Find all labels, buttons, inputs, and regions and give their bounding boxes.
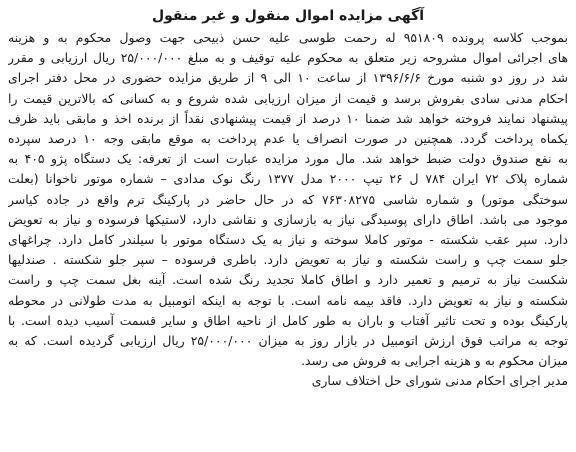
notice-line: سوختگی موتور) و شماره شاسی ۷۶۳۰۸۲۷۵ که در حال حاضر در پارکینگ ترم واقع در جاده کیاسر bbox=[8, 191, 568, 207]
notice-line: بموجب کلاسه پرونده ۹۵۱۸۰۹ له رحمت طوسی علیه حسن ذبیحی جهت وصول محکوم به و هزینه bbox=[8, 30, 568, 45]
notice-line: موجود می باشد. اطاق دارای پوسیدگی نیاز به بازسازی و نقاشی دارد، لاستیکها فرسوده و نیاز به تعویض bbox=[8, 211, 568, 227]
notice-line: های اجرائی اموال مشروحه زیر متعلق به محکوم علیه توقیف و به مبلغ ۲۵/۰۰۰/۰۰۰ ریال ارزیابی و مقرر bbox=[8, 50, 568, 66]
notice-line: شکست نیاز به ترمیم و تعمیر دارد و اطاق کاملا تجدید رنگ شده است. آینه بغل سمت چپ و راست bbox=[8, 272, 568, 288]
notice-line: شکسته و نیاز به تعویض دارد. فاقد بیمه نامه است. با توجه به اینکه اتومبیل به مدت طولانی در محوطه bbox=[8, 292, 568, 308]
notice-title: آگهی مزایده اموال منقول و غیر منقول bbox=[151, 8, 425, 24]
notice-line: میزان محکوم به و هزینه اجرایی به فروش می رسد. bbox=[301, 353, 568, 369]
notice-line: شماره پلاک ۷۲ ایران ۷۸۴ ل ۲۶ تیپ ۲۰۰۰ مدل ۱۳۷۷ رنگ نوک مدادی – شماره موتور ناخوانا (بعلت bbox=[8, 171, 568, 187]
notice-body bbox=[8, 28, 568, 392]
auction-notice bbox=[8, 6, 568, 392]
notice-line: پارکینگ بوده و تحت تاثیر آفتاب و باران به طور کامل از ناحیه اطاق و سایر قسمت آسیب دیده است. با bbox=[8, 312, 568, 328]
notice-signature: مدیر اجرای احکام مدنی شورای حل اختلاف ساری bbox=[311, 373, 568, 389]
notice-line: شد در روز دو شنبه مورخ ۱۳۹۶/۶/۶ از ساعت ۱۰ الی ۹ از طریق مزایده حضوری در محل دفتر اجرای bbox=[8, 70, 568, 86]
notice-line: احکام مدنی سادی بفروش برسد و قیمت از میزان ارزیابی شده شروع و به کسانی که بالاترین قیمت را bbox=[8, 90, 568, 106]
notice-line: جلو سمت چپ و راست شکسته و نیاز به تعویض دارد. باطری فرسوده – سپر جلو شکسته . صندلیها bbox=[8, 252, 568, 268]
notice-line: پیشنهاد نمایند فروخته خواهد شد ضمنا ۱۰ درصد از قیمت پیشنهادی نقداً از برنده اخذ و مابقی باید ظرف bbox=[8, 110, 568, 126]
notice-line: دارد. سپر عقب شکسته - موتور کاملا سوخته و نیاز به یک دستگاه موتور با سیلندر کامل دارد. چراغهای bbox=[8, 232, 568, 248]
notice-line: توجه به مراتب فوق ارزش اتومبیل در بازار روز به میزان ۲۵/۰۰۰/۰۰۰ ریال ارزیابی گردیده است. که به bbox=[8, 333, 568, 349]
notice-line: یکماه پرداخت گردد. همچنین در صورت انصراف یا عدم پرداخت به موقع مابقی وجه ۱۰ درصد سپرده bbox=[8, 131, 568, 147]
notice-line: به نفع صندوق دولت ضبط خواهد شد. مال مورد مزایده عبارت است از تعرفه: یک دستگاه پژو ۴۰۵ به bbox=[8, 151, 568, 167]
